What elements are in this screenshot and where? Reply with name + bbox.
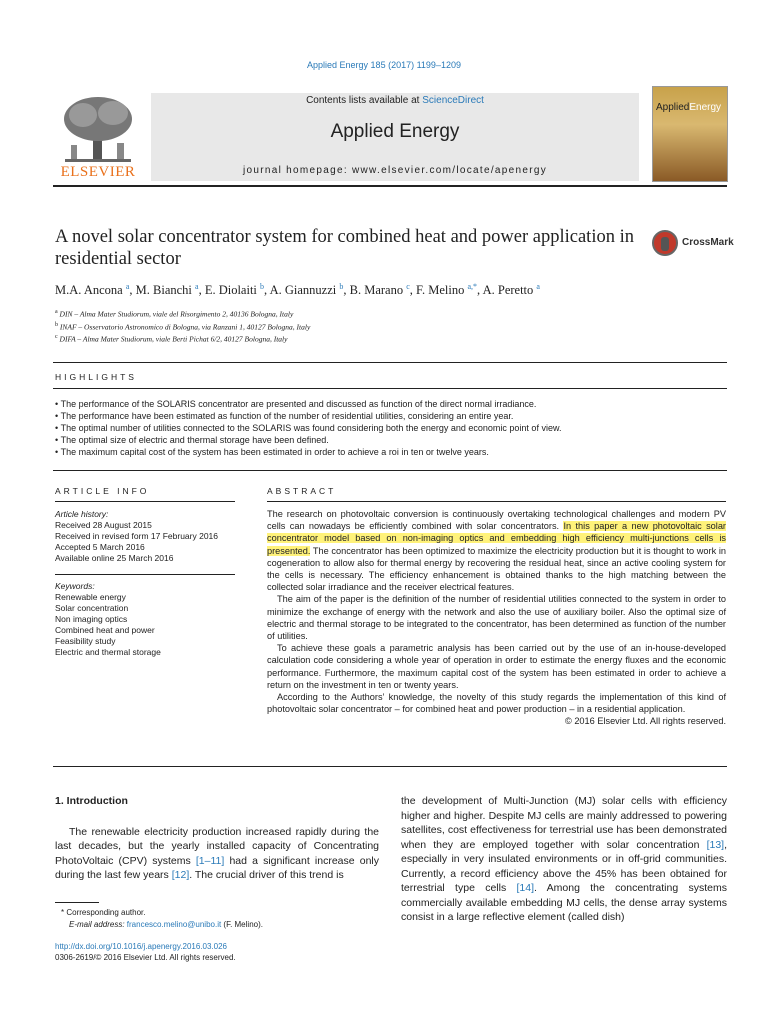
citation-link[interactable]: [1–11] (195, 854, 225, 867)
body-text: had a significant increase only during the last few years (55, 854, 380, 881)
highlights-list (55, 398, 715, 458)
article-info-heading: ARTICLE INFO (55, 486, 150, 496)
author-affil-link[interactable]: a (195, 282, 199, 291)
affiliation (55, 332, 715, 345)
divider (53, 766, 727, 767)
highlight-item: • The maximum capital cost of the system has been estimated in order to achieve a roi in ten or twelve years. (55, 446, 715, 458)
author: B. Marano (349, 283, 404, 298)
paper-title: A novel solar concentrator system for combined heat and power application in residential sector (55, 227, 634, 269)
highlighted-text[interactable]: In this paper a new photovoltaic solar concentrator model based on non-imaging optics and embedding high efficiency multi-junctions cells is presented. (267, 521, 726, 556)
keywords-label: Keywords: (55, 581, 95, 591)
author-affil-link[interactable]: a (536, 282, 540, 291)
article-info (55, 509, 235, 658)
issn-line: 0306-2619/© 2016 Elsevier Ltd. All rights reserved. (55, 953, 236, 962)
journal-cover[interactable] (652, 86, 728, 182)
crossmark-badge[interactable] (652, 228, 742, 260)
highlight-item: • The optimal number of utilities connected to the SOLARIS was found considering both the energy and economic point of view. (55, 422, 715, 434)
divider (53, 470, 727, 471)
highlight-item: • The performance of the SOLARIS concentrator are presented and discussed as function of the direct normal irradiance. (55, 398, 715, 410)
affiliation-text: DIN – Alma Mater Studiorum, viale del Risorgimento 2, 40136 Bologna, Italy (59, 309, 294, 319)
journal-banner (151, 93, 639, 181)
corresponding-author: * Corresponding author. (61, 908, 146, 917)
right-column (401, 794, 727, 925)
author: A. Giannuzzi (269, 283, 337, 298)
tree-icon (53, 93, 143, 165)
body-text: the development of Multi-Junction (MJ) solar cells with efficiency higher and higher. Despite MJ cells are mainly addressed to powering satellites, cost effectiveness for terrestrial use has been demonstrated when they are employed together with solar concentration (401, 795, 727, 851)
abstract-text: The research on photovoltaic conversion is continuously overtaking technological challenges and modern PV cells can nowadays be efficiently combined with solar concentrators. (267, 509, 726, 532)
cover-title (656, 102, 721, 113)
body-text: . Among the concentrating systems commercially available embedding MJ cells, the dense array systems consist in a large reflective element (called dish) (401, 882, 727, 923)
affiliation (55, 307, 715, 320)
sciencedirect-link[interactable]: ScienceDirect (422, 95, 484, 106)
abstract-body (267, 508, 726, 728)
body-text: The renewable electricity production increased rapidly during the last decades, but the yearly installed capacity of Concentrating PhotoVoltaic (CPV) systems (55, 825, 379, 867)
author: F. Melino (416, 283, 465, 298)
section-heading: 1. Introduction (55, 795, 128, 807)
author-affil-link[interactable]: c (406, 282, 410, 291)
keyword: Renewable energy (55, 592, 126, 602)
keyword: Electric and thermal storage (55, 647, 161, 657)
abstract-text: The concentrator has been optimized to maximize the electricity production but it is thought to work in cogeneration to allow also for thermal energy by recovering the residual heat, since an active cooling system for the cells is necessary. The efficiency enhancement is obtained thanks to the high matching between the collected solar irradiance and the receiver electrical features. (267, 545, 726, 593)
history-item: Available online 25 March 2016 (55, 553, 174, 563)
copyright-notice: © 2016 Elsevier Ltd. All rights reserved. (565, 716, 726, 727)
doi-link[interactable]: http://dx.doi.org/10.1016/j.apenergy.2016.03.026 (55, 942, 227, 951)
body-text: , especially in very insulated environments or in off-grid communities. Currently, a record efficiency above the 45% has been obtained for terrestrial type cells (401, 838, 727, 894)
publisher-name: ELSEVIER (60, 164, 136, 180)
citation-link[interactable]: [14] (516, 882, 535, 894)
body-paragraph (55, 825, 379, 883)
keyword: Feasibility study (55, 636, 116, 646)
affiliations (55, 307, 715, 345)
author-list: M.A. Ancona $^a$, M. Bianchi $^a$, E. Diolaiti $^b$, A. Giannuzzi $^b$, B. Marano $^c$, F. Melino $^{a,*}$, A. Peretto $^a$ (55, 282, 540, 298)
affiliation-marker: c (55, 334, 58, 340)
email-suffix: (F. Melino). (221, 919, 263, 929)
citation-link[interactable]: [13] (706, 838, 725, 851)
bottom-meta (55, 941, 385, 963)
cover-title-b: Energy (689, 102, 722, 113)
citation-link[interactable]: [12] (171, 869, 190, 881)
email-line (55, 919, 385, 931)
author-affil-link[interactable]: b (260, 282, 265, 291)
affiliation-marker: a (55, 309, 58, 315)
abstract-paragraph: The aim of the paper is the definition of the number of residential utilities connected to the system in order to minimize the exchange of energy with the network and also the use of auxiliary boiler. Also the optimal size of electric and thermal storage to be integrated to the concentrator, has been determined as function of the number of utilities. (267, 594, 726, 642)
divider (55, 501, 235, 502)
history-item: Received in revised form 17 February 2016 (55, 531, 218, 541)
affiliation-text: DIFA – Alma Mater Studiorum, viale Berti Pichat 6/2, 40127 Bologna, Italy (59, 334, 288, 344)
author: M. Bianchi (135, 283, 192, 298)
masthead (53, 93, 727, 185)
keyword: Combined heat and power (55, 625, 155, 635)
abstract-paragraph: To achieve these goals a parametric analysis has been carried out by the use of an in-house-developed calculation code considering a whole year of operation in order to estimate the energy fluxes and the economic performance. Furthermore, the maximum capital cost of the system has been estimated in order to achieve a return on the investment in ten or twenty years. (267, 643, 726, 690)
journal-reference[interactable]: Applied Energy 185 (2017) 1199–1209 (307, 60, 461, 70)
affiliation-text: INAF – Osservatorio Astronomico di Bologna, via Ranzani 1, 40127 Bologna, Italy (59, 322, 311, 331)
body-text: . The crucial driver of this trend is (189, 869, 344, 881)
keyword: Solar concentration (55, 603, 129, 613)
contents-prefix: Contents lists available at (306, 95, 423, 106)
email-label: E-mail address: (69, 919, 127, 929)
abstract-paragraph: According to the Authors’ knowledge, the novelty of this study regards the implementation of this kind of photovoltaic solar concentrator – for combined heat and power production – in a residential application. (267, 692, 726, 715)
header-rule (53, 185, 727, 187)
divider (55, 574, 235, 575)
author-affil-link[interactable]: b (339, 282, 344, 291)
history-label: Article history: (55, 509, 109, 519)
email-link[interactable]: francesco.melino@unibo.it (126, 919, 222, 929)
abstract-paragraph (267, 508, 726, 593)
divider (53, 362, 727, 363)
affiliation (55, 320, 715, 333)
left-column (55, 794, 379, 883)
cover-title-a: Applied (656, 102, 690, 113)
crossmark-label: CrossMark (682, 237, 734, 248)
author-affil-link[interactable]: a (125, 282, 130, 291)
author: A. Peretto (482, 283, 534, 298)
journal-title: Applied Energy (330, 121, 460, 142)
divider (267, 501, 726, 502)
affiliation-marker: b (55, 321, 58, 328)
keyword: Non imaging optics (55, 614, 128, 624)
elsevier-logo[interactable] (53, 93, 143, 185)
highlight-item: • The performance have been estimated as function of the number of residential utilities, considering an entire year. (55, 410, 715, 422)
abstract-heading: ABSTRACT (267, 486, 337, 496)
homepage-url[interactable]: www.elsevier.com/locate/apenergy (352, 165, 548, 176)
footnote-rule (55, 902, 99, 903)
homepage-prefix: journal homepage: (242, 165, 352, 176)
history-item: Received 28 August 2015 (55, 520, 152, 530)
highlight-item: • The optimal size of electric and thermal storage have been defined. (55, 434, 715, 446)
contents-line (151, 95, 639, 106)
journal-homepage (151, 165, 639, 176)
history-item: Accepted 5 March 2016 (55, 542, 145, 552)
footnote (55, 907, 385, 930)
author: M.A. Ancona (55, 283, 123, 298)
divider (53, 388, 727, 389)
highlights-heading: HIGHLIGHTS (55, 372, 137, 382)
author: E. Diolaiti (204, 283, 257, 298)
author-affil-link[interactable]: a,* (467, 282, 478, 291)
crossmark-icon (652, 230, 678, 256)
